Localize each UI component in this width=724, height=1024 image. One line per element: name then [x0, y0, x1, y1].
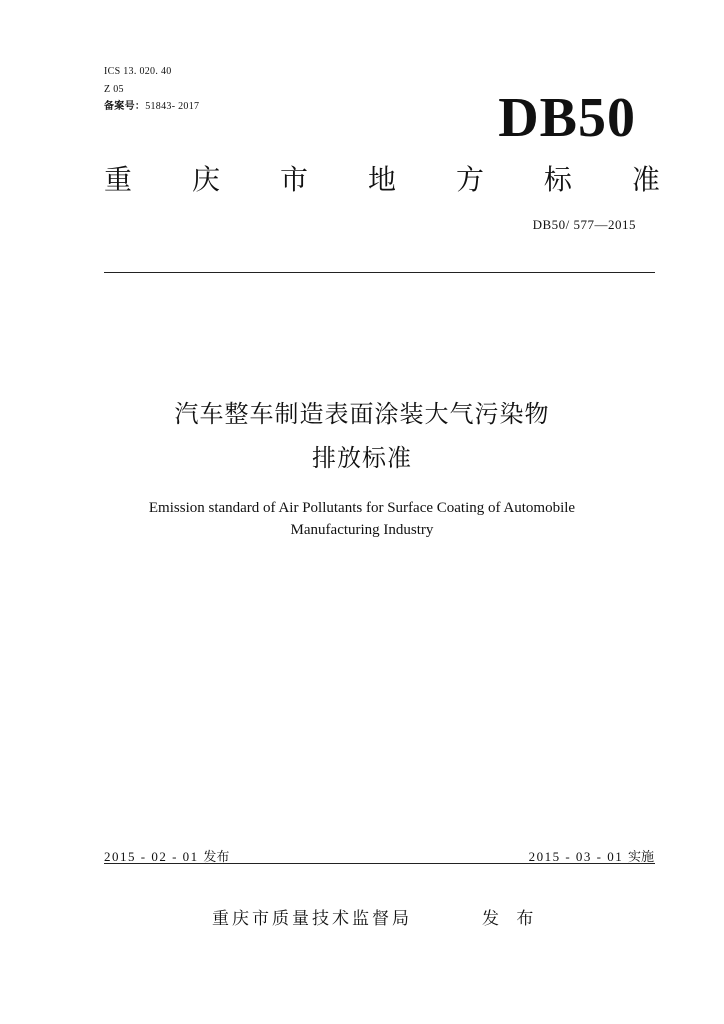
top-divider	[104, 272, 655, 273]
title-en-line1: Emission standard of Air Pollutants for Surface Coating of Automobile	[148, 500, 576, 516]
ics-code: ICS 13. 020. 40	[104, 66, 172, 77]
ccs-code: Z 05	[104, 84, 124, 95]
standard-type-char: 庆	[191, 163, 220, 196]
issuing-authority: 重庆市质量技术监督局	[212, 909, 412, 929]
title-zh-line2: 排放标准	[312, 444, 412, 472]
record-number-value: 51843- 2017	[145, 101, 200, 112]
implementation-label: 实施	[627, 850, 654, 865]
issue-label: 发布	[203, 850, 230, 865]
title-en-line2: Manufacturing Industry	[290, 522, 434, 538]
implementation-date-value: 2015 - 03 - 01	[528, 849, 628, 864]
standard-type-char: 方	[455, 163, 484, 196]
db-logo: DB50	[498, 87, 636, 149]
bottom-divider	[104, 863, 655, 864]
standard-type-char: 地	[367, 163, 396, 196]
standard-type-char: 市	[279, 163, 308, 196]
record-label: 备案号：	[104, 101, 146, 112]
standard-type-char: 重	[104, 163, 133, 196]
title-zh-line1: 汽车整车制造表面涂装大气污染物	[174, 400, 550, 428]
issue-action: 发 布	[482, 909, 540, 929]
standard-type-char: 标	[543, 163, 572, 196]
record-number	[104, 101, 199, 113]
standard-number: DB50/ 577—2015	[532, 217, 636, 232]
standard-type	[104, 160, 660, 200]
standard-type-char: 准	[631, 163, 660, 196]
issue-date-value: 2015 - 02 - 01	[104, 849, 204, 864]
